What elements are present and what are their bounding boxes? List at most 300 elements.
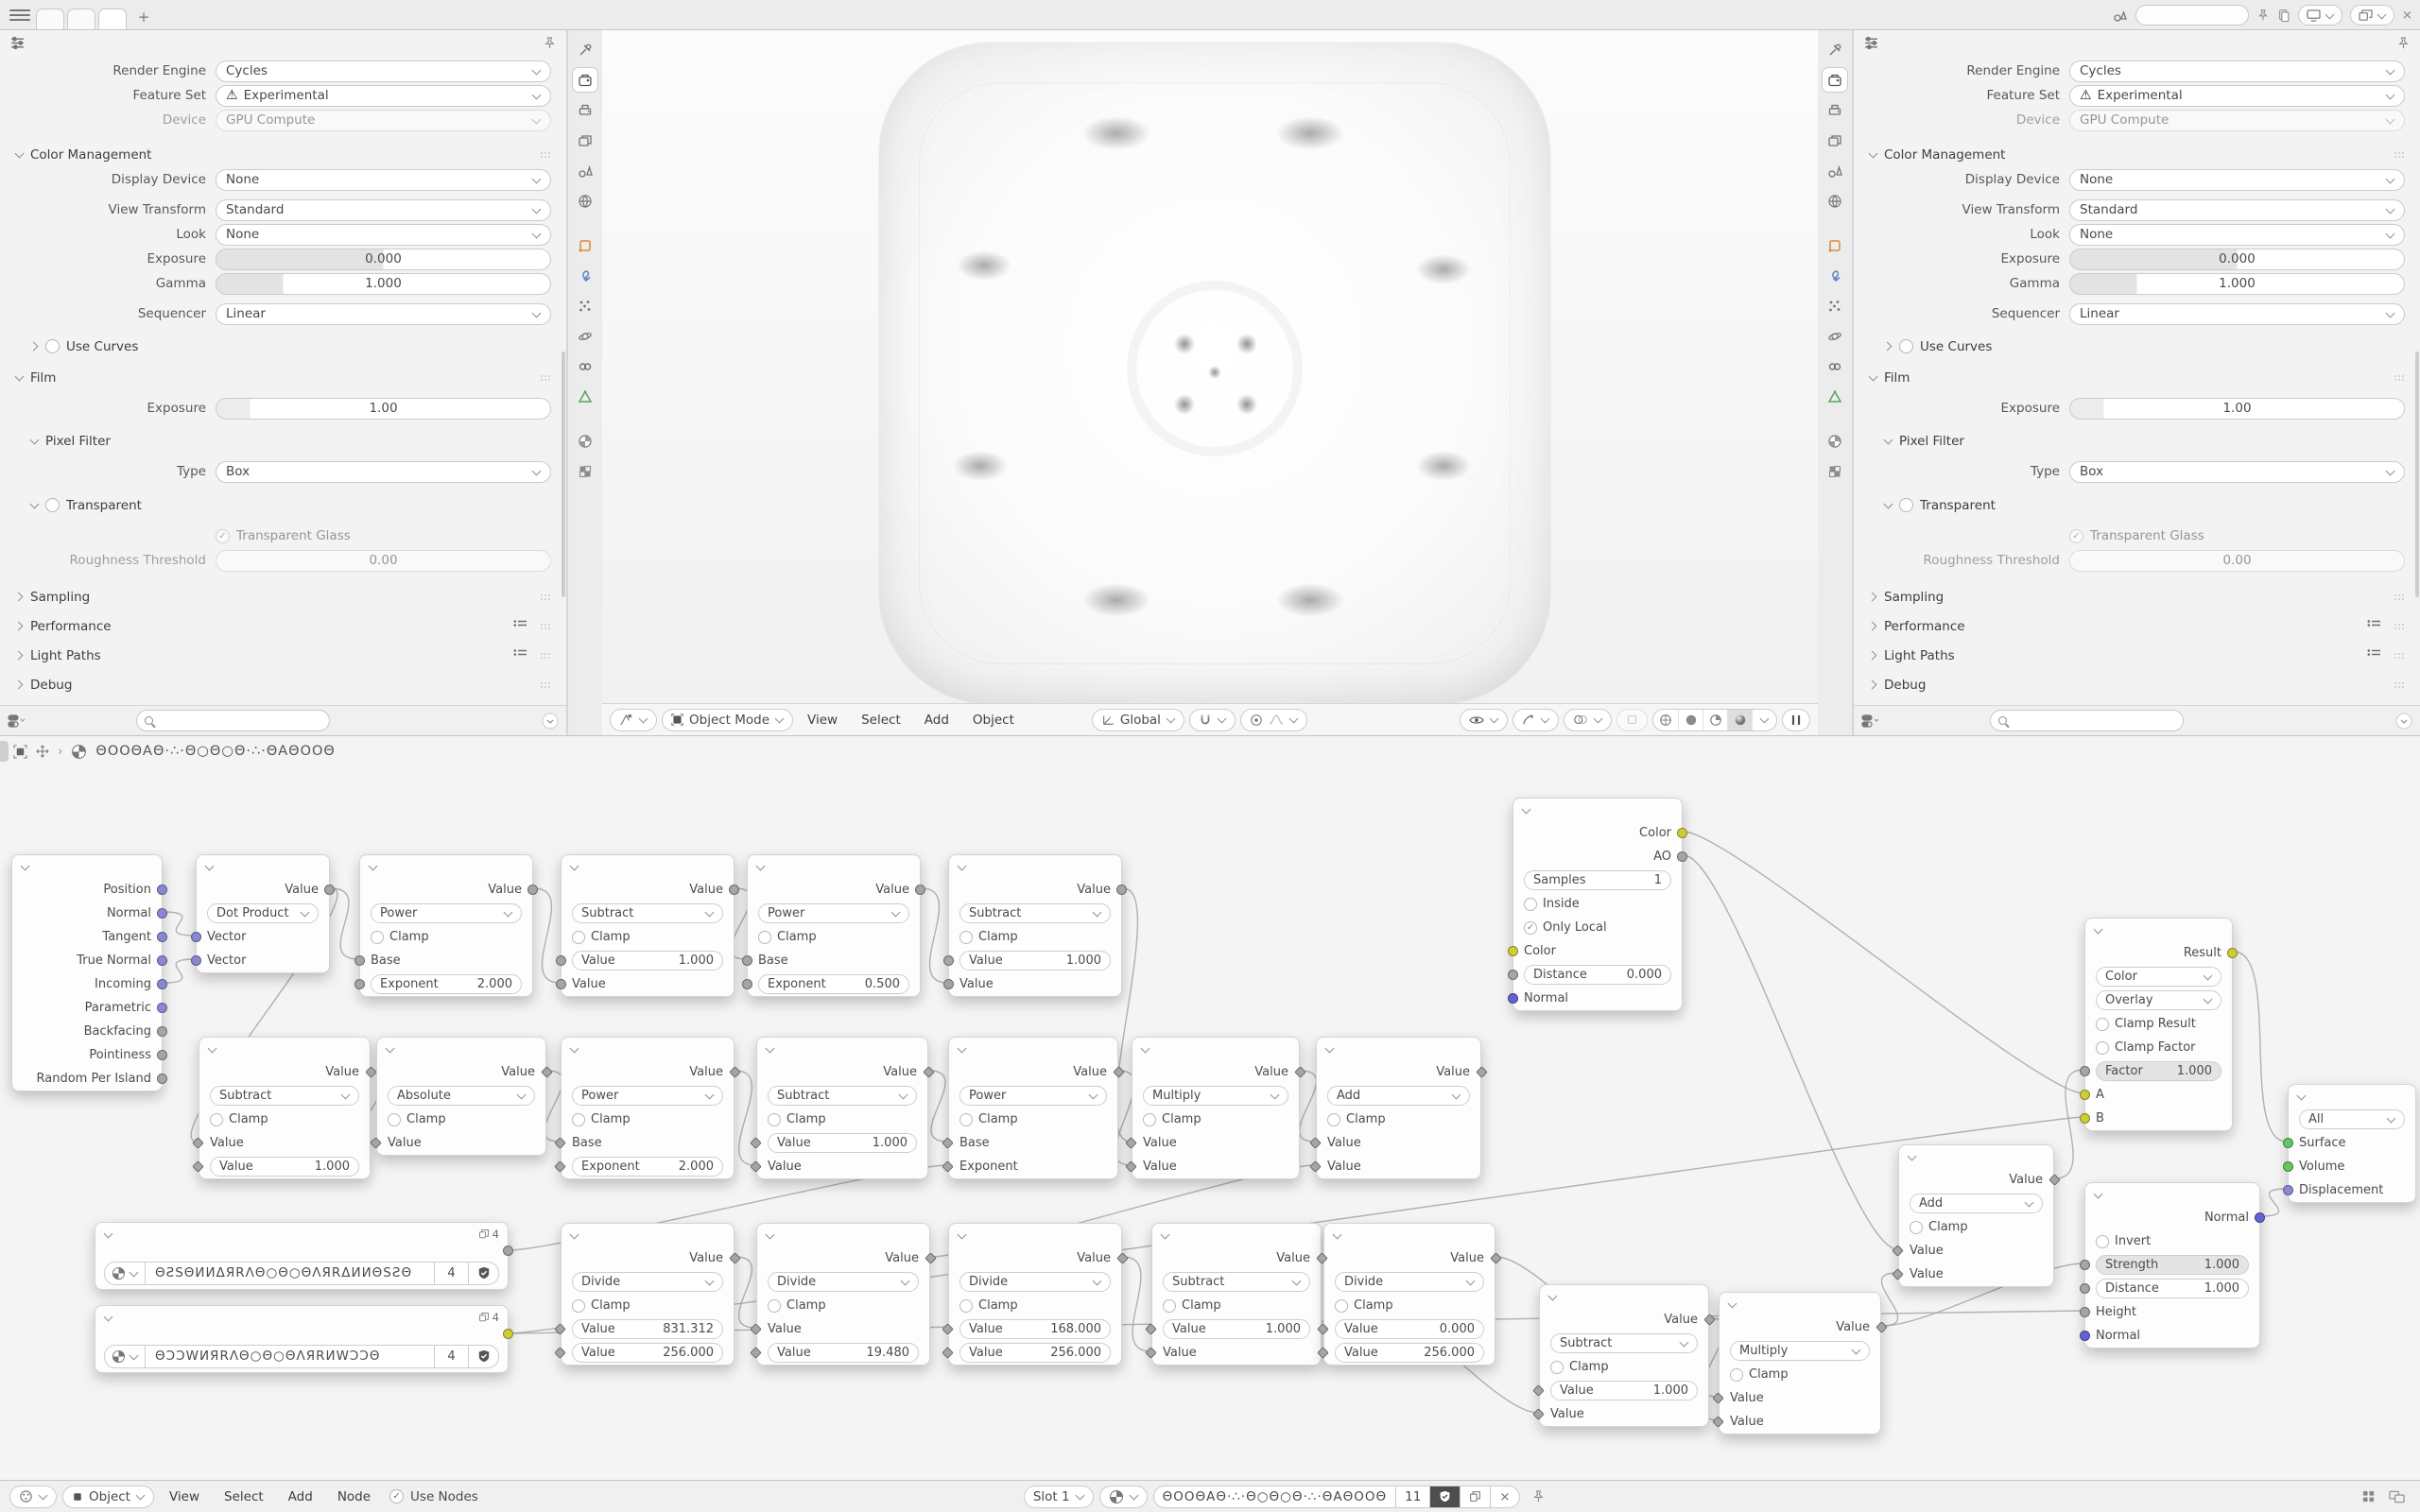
tab-scene[interactable] [1823, 159, 1847, 182]
node-header[interactable] [95, 1306, 508, 1329]
color-management-section[interactable] [1854, 142, 2420, 167]
node-checkbox[interactable] [1143, 1113, 1156, 1126]
output-socket[interactable] [2048, 1174, 2061, 1186]
feature-set-select[interactable]: ⚠ Experimental [216, 85, 551, 107]
node-enum-select[interactable] [1335, 1272, 1484, 1292]
node-header[interactable] [757, 1038, 927, 1060]
unlink-material-button[interactable]: × [1491, 1486, 1519, 1508]
status-grid-icon[interactable] [2361, 1489, 2376, 1503]
node-value-field[interactable] [758, 974, 909, 994]
node-pow4[interactable] [948, 1037, 1118, 1179]
input-socket[interactable] [942, 1160, 954, 1173]
tab-scene[interactable] [573, 159, 597, 182]
output-socket[interactable] [157, 885, 167, 895]
input-socket[interactable] [554, 1347, 566, 1359]
topbar-search-field[interactable] [2135, 5, 2249, 26]
node-div1[interactable] [561, 1223, 735, 1366]
options-chevron-icon[interactable] [542, 713, 559, 730]
shading-rendered-button[interactable] [1727, 710, 1752, 730]
pin-icon[interactable] [2256, 9, 2270, 22]
input-socket[interactable] [354, 955, 365, 966]
node-value-field[interactable] [1163, 1319, 1310, 1339]
node-value-field[interactable] [1524, 965, 1671, 985]
tab-texture[interactable] [573, 459, 597, 483]
input-socket[interactable] [2080, 1307, 2090, 1317]
film-section[interactable] [1854, 365, 2420, 390]
node-checkbox[interactable] [388, 1113, 401, 1126]
menu-select[interactable]: Select [224, 1488, 264, 1504]
workspace-tab-3[interactable] [98, 9, 127, 29]
node-enum-select[interactable] [959, 903, 1111, 923]
input-socket[interactable] [1125, 1137, 1137, 1149]
node-header[interactable] [562, 855, 734, 878]
node-header[interactable] [1152, 1224, 1321, 1246]
editor-corner-widget[interactable] [0, 741, 9, 762]
input-socket[interactable] [191, 955, 201, 966]
node-value-field[interactable] [1524, 870, 1671, 890]
node-checkbox[interactable] [1524, 898, 1537, 911]
output-socket[interactable] [729, 885, 739, 895]
input-socket[interactable] [2283, 1185, 2293, 1195]
node-enum-select[interactable] [768, 1272, 919, 1292]
node-header[interactable] [197, 855, 329, 878]
tab-world[interactable] [573, 189, 597, 213]
node-value-field[interactable] [371, 974, 522, 994]
node-checkbox[interactable] [1335, 1299, 1348, 1313]
input-socket[interactable] [1712, 1392, 1724, 1404]
node-checkbox[interactable] [1730, 1368, 1743, 1382]
node-img2[interactable] [95, 1305, 509, 1373]
node-enum-select[interactable] [1550, 1333, 1698, 1353]
shader-type-selector[interactable] [62, 1486, 154, 1508]
node-enum-select[interactable] [207, 903, 319, 923]
pixel-filter-section[interactable] [1854, 428, 2420, 454]
transparent-section[interactable] [1854, 492, 2420, 518]
menu-add[interactable]: Add [287, 1488, 313, 1504]
output-socket[interactable] [157, 1003, 167, 1013]
input-socket[interactable] [354, 979, 365, 989]
node-checkbox[interactable] [1163, 1299, 1176, 1313]
output-socket[interactable] [157, 979, 167, 989]
node-sub5[interactable] [1151, 1223, 1322, 1366]
input-socket[interactable] [943, 979, 954, 989]
input-socket[interactable] [1125, 1160, 1137, 1173]
transparent-glass-checkbox[interactable]: ✓ [216, 529, 230, 543]
output-socket[interactable] [1116, 885, 1127, 895]
node-value-field[interactable] [768, 1343, 919, 1363]
input-socket[interactable] [750, 1137, 762, 1149]
node-value-field[interactable] [572, 1157, 723, 1177]
tab-render[interactable] [573, 68, 597, 92]
node-value-field[interactable] [1335, 1343, 1484, 1363]
shading-wireframe-button[interactable] [1653, 710, 1678, 730]
close-icon[interactable]: × [2401, 8, 2412, 23]
output-socket[interactable] [1476, 1066, 1488, 1078]
output-socket[interactable] [157, 932, 167, 942]
node-enum-select[interactable] [2299, 1109, 2405, 1129]
node-checkbox[interactable] [768, 1299, 781, 1313]
node-checkbox[interactable] [1550, 1361, 1564, 1374]
output-socket[interactable] [527, 885, 538, 895]
input-socket[interactable] [742, 979, 752, 989]
use-nodes-checkbox[interactable]: ✓ [389, 1489, 404, 1503]
editor-type-icon[interactable] [8, 713, 26, 729]
editor-type-icon[interactable] [1861, 713, 1880, 729]
shading-options-chevron[interactable] [1752, 710, 1776, 730]
node-header[interactable] [95, 1223, 508, 1246]
node-div2[interactable] [756, 1223, 930, 1366]
overlays-dropdown[interactable] [1564, 709, 1612, 731]
output-socket[interactable] [923, 1066, 935, 1078]
node-value-field[interactable] [572, 1343, 723, 1363]
tab-constraints[interactable] [573, 354, 597, 378]
node-add1[interactable] [1316, 1037, 1481, 1179]
node-checkbox[interactable] [210, 1113, 223, 1126]
pin-icon[interactable] [1531, 1489, 1546, 1503]
input-socket[interactable] [2080, 1331, 2090, 1341]
material-browse-button[interactable] [1099, 1486, 1148, 1508]
node-checkbox[interactable] [1327, 1113, 1340, 1126]
input-socket[interactable] [1532, 1384, 1545, 1397]
node-enum-select[interactable] [768, 1086, 917, 1106]
node-pow2[interactable] [747, 854, 921, 997]
image-name-field[interactable]: ΘƆƆWИЯRΛΘ○Θ○ΘΛЯRИWƆƆΘ [146, 1345, 435, 1368]
output-socket[interactable] [1876, 1321, 1888, 1333]
node-enum-select[interactable] [1327, 1086, 1470, 1106]
tab-output[interactable] [573, 98, 597, 122]
node-bump[interactable] [2084, 1182, 2260, 1349]
tab-view-layer[interactable] [1823, 129, 1847, 152]
search-input[interactable] [1990, 710, 2184, 731]
node-sub3[interactable] [199, 1037, 371, 1179]
render-engine-select[interactable]: Cycles [2069, 60, 2405, 82]
tab-modifiers[interactable] [1823, 264, 1847, 287]
node-checkbox[interactable]: ✓ [1524, 921, 1537, 935]
preset-list-icon[interactable] [2367, 619, 2381, 634]
workspace-tab-2[interactable] [67, 9, 95, 29]
output-socket[interactable] [1294, 1066, 1306, 1078]
film-section[interactable] [0, 365, 566, 390]
node-editor-canvas[interactable] [0, 763, 2420, 1481]
device-select[interactable]: GPU Compute [216, 110, 551, 131]
node-header[interactable] [748, 855, 920, 878]
transparent-checkbox[interactable] [1899, 498, 1913, 512]
node-checkbox[interactable] [959, 931, 973, 944]
node-enum-select[interactable] [388, 1086, 535, 1106]
device-select[interactable]: GPU Compute [2069, 110, 2405, 131]
tab-physics[interactable] [1823, 324, 1847, 348]
pause-render-button[interactable] [1782, 709, 1810, 731]
slot-selector[interactable] [1024, 1486, 1094, 1508]
node-header[interactable] [12, 855, 162, 878]
input-socket[interactable] [554, 1323, 566, 1335]
shader-editor-type-button[interactable] [9, 1486, 57, 1508]
mode-selector[interactable] [662, 709, 793, 731]
fake-user-shield-button[interactable] [469, 1262, 499, 1285]
output-socket[interactable] [157, 1074, 167, 1084]
node-value-field[interactable] [768, 1133, 917, 1153]
use-nodes-toggle[interactable] [389, 1489, 478, 1504]
node-mul1[interactable] [1132, 1037, 1300, 1179]
tab-view-layer[interactable] [573, 129, 597, 152]
input-socket[interactable] [2080, 1066, 2090, 1076]
node-header[interactable] [1899, 1145, 2053, 1168]
node-enum-select[interactable] [1730, 1341, 1870, 1361]
add-workspace-button[interactable]: + [137, 9, 150, 26]
input-socket[interactable] [750, 1323, 762, 1335]
node-value-field[interactable] [2096, 1255, 2249, 1275]
output-socket[interactable] [1113, 1066, 1125, 1078]
node-sub4[interactable] [756, 1037, 928, 1179]
output-socket[interactable] [1677, 851, 1687, 862]
preset-list-icon[interactable] [513, 619, 527, 634]
node-enum-select[interactable] [959, 1272, 1111, 1292]
input-socket[interactable] [942, 1347, 954, 1359]
look-select[interactable]: None [216, 224, 551, 246]
use-curves-checkbox[interactable] [45, 339, 60, 353]
material-user-count[interactable]: 11 [1396, 1486, 1430, 1508]
output-socket[interactable] [324, 885, 335, 895]
use-curves-section[interactable] [0, 334, 566, 359]
feature-set-select[interactable]: ⚠ Experimental [2069, 85, 2405, 107]
viewport-3d[interactable] [602, 30, 1818, 703]
status-screens-icon[interactable] [2389, 1490, 2405, 1503]
node-enum-select[interactable] [2096, 990, 2221, 1010]
output-socket[interactable] [729, 1066, 741, 1078]
node-checkbox[interactable] [758, 931, 771, 944]
node-value-field[interactable] [2096, 1061, 2221, 1081]
tab-particles[interactable] [573, 294, 597, 318]
scrollbar[interactable] [2415, 352, 2419, 597]
output-socket[interactable] [915, 885, 925, 895]
menu-view[interactable]: View [807, 712, 838, 728]
node-header[interactable] [1324, 1224, 1495, 1246]
node-header[interactable] [949, 855, 1121, 878]
input-socket[interactable] [2080, 1113, 2090, 1124]
node-value-field[interactable] [572, 1319, 723, 1339]
tab-object-data[interactable] [1823, 385, 1847, 408]
search-input[interactable] [136, 710, 330, 731]
node-header[interactable] [2289, 1085, 2415, 1108]
output-socket[interactable] [157, 1050, 167, 1060]
node-value-field[interactable] [572, 951, 723, 971]
material-name-field[interactable]: ΘΟΟΘΑΘ·∴·Θ○Θ○Θ·∴·ΘΑΘΟΟΘ [1153, 1486, 1397, 1508]
gizmos-dropdown[interactable] [1512, 709, 1559, 731]
node-header[interactable] [1513, 799, 1682, 821]
input-socket[interactable] [192, 1137, 204, 1149]
tab-texture[interactable] [1823, 459, 1847, 483]
light-paths-section[interactable] [1854, 643, 2420, 668]
node-header[interactable] [949, 1224, 1121, 1246]
shading-material-button[interactable] [1703, 710, 1727, 730]
input-socket[interactable] [742, 955, 752, 966]
image-browse-button[interactable] [104, 1345, 146, 1368]
output-socket[interactable] [541, 1066, 553, 1078]
node-value-field[interactable] [959, 1343, 1111, 1363]
transparent-glass-checkbox[interactable]: ✓ [2069, 529, 2083, 543]
scrollbar[interactable] [562, 352, 565, 597]
node-div4[interactable] [1323, 1223, 1495, 1366]
node-ao[interactable] [1512, 798, 1683, 1011]
fake-user-shield-button[interactable] [469, 1345, 499, 1368]
node-header[interactable] [1132, 1038, 1299, 1060]
image-user-count[interactable]: 4 [435, 1262, 469, 1285]
input-socket[interactable] [750, 1160, 762, 1173]
app-menu-icon[interactable] [9, 5, 30, 26]
use-curves-section[interactable] [1854, 334, 2420, 359]
look-select[interactable]: None [2069, 224, 2405, 246]
pixel-filter-type-select[interactable]: Box [2069, 461, 2405, 483]
image-browse-button[interactable] [104, 1262, 146, 1285]
node-header[interactable] [1317, 1038, 1480, 1060]
copy-material-button[interactable] [1461, 1486, 1491, 1508]
tab-object[interactable] [1823, 233, 1847, 257]
input-socket[interactable] [1892, 1245, 1904, 1257]
light-paths-section[interactable] [0, 643, 566, 668]
input-socket[interactable] [2080, 1260, 2090, 1270]
snapping-toggle[interactable] [1189, 709, 1236, 731]
preset-list-icon[interactable] [513, 648, 527, 663]
output-socket[interactable] [503, 1246, 513, 1256]
output-socket[interactable] [157, 955, 167, 966]
node-header[interactable] [562, 1038, 734, 1060]
input-socket[interactable] [750, 1347, 762, 1359]
node-header[interactable] [757, 1224, 929, 1246]
node-add2[interactable] [1898, 1144, 2054, 1287]
sequencer-select[interactable]: Linear [2069, 303, 2405, 325]
node-enum-select[interactable] [572, 1272, 723, 1292]
node-header[interactable] [199, 1038, 370, 1060]
view-transform-select[interactable]: Standard [2069, 199, 2405, 221]
node-enum-select[interactable] [758, 903, 909, 923]
node-enum-select[interactable] [572, 903, 723, 923]
input-socket[interactable] [1145, 1347, 1157, 1359]
shader-node-editor[interactable] [0, 735, 2420, 1480]
exposure-slider[interactable]: 0.000 [2069, 249, 2405, 270]
node-sub1[interactable] [561, 854, 735, 997]
input-socket[interactable] [1508, 993, 1518, 1004]
input-socket[interactable] [1712, 1416, 1724, 1428]
input-socket[interactable] [1309, 1160, 1322, 1173]
node-checkbox[interactable] [572, 1113, 585, 1126]
menu-add[interactable]: Add [924, 712, 949, 728]
tab-material[interactable] [573, 429, 597, 453]
node-pow1[interactable] [359, 854, 533, 997]
menu-select[interactable]: Select [861, 712, 901, 728]
node-header[interactable] [562, 1224, 734, 1246]
output-socket[interactable] [2255, 1212, 2265, 1223]
render-engine-select[interactable]: Cycles [216, 60, 551, 82]
node-value-field[interactable] [959, 951, 1111, 971]
output-socket[interactable] [925, 1252, 937, 1264]
roughness-threshold-slider[interactable]: 0.00 [216, 550, 551, 572]
sampling-section[interactable] [0, 584, 566, 610]
input-socket[interactable] [2283, 1138, 2293, 1148]
node-checkbox[interactable] [2096, 1235, 2109, 1248]
pin-icon[interactable] [2396, 36, 2411, 50]
node-geometry[interactable] [11, 854, 163, 1091]
properties-filter-icon[interactable] [1863, 35, 1879, 51]
node-sub2[interactable] [948, 854, 1122, 997]
node-checkbox[interactable] [2096, 1041, 2109, 1055]
menu-view[interactable]: View [168, 1488, 200, 1504]
pixel-filter-type-select[interactable]: Box [216, 461, 551, 483]
tab-object-data[interactable] [573, 385, 597, 408]
node-value-field[interactable] [959, 1319, 1111, 1339]
viewport-editor-type-button[interactable] [610, 709, 657, 731]
node-checkbox[interactable] [572, 931, 585, 944]
output-socket[interactable] [1116, 1252, 1129, 1264]
input-socket[interactable] [2283, 1161, 2293, 1172]
options-chevron-icon[interactable] [2395, 713, 2412, 730]
node-dot[interactable] [196, 854, 330, 973]
properties-filter-icon[interactable] [9, 35, 26, 51]
node-enum-select[interactable] [1143, 1086, 1288, 1106]
node-checkbox[interactable] [1910, 1221, 1923, 1234]
input-socket[interactable] [1508, 946, 1518, 956]
view-transform-select[interactable]: Standard [216, 199, 551, 221]
node-header[interactable] [2085, 919, 2232, 941]
input-socket[interactable] [1309, 1137, 1322, 1149]
proportional-editing-toggle[interactable] [1240, 709, 1307, 731]
menu-object[interactable]: Object [972, 712, 1014, 728]
tab-constraints[interactable] [1823, 354, 1847, 378]
tab-particles[interactable] [1823, 294, 1847, 318]
node-sub6[interactable] [1539, 1284, 1709, 1427]
node-enum-select[interactable] [1910, 1194, 2043, 1213]
performance-section[interactable] [1854, 613, 2420, 639]
node-checkbox[interactable] [959, 1113, 973, 1126]
input-socket[interactable] [2080, 1090, 2090, 1100]
node-header[interactable] [360, 855, 532, 878]
performance-section[interactable] [0, 613, 566, 639]
menu-node[interactable]: Node [337, 1488, 372, 1504]
output-socket[interactable] [503, 1329, 513, 1339]
sequencer-select[interactable]: Linear [216, 303, 551, 325]
node-value-field[interactable] [210, 1157, 359, 1177]
tab-material[interactable] [1823, 429, 1847, 453]
node-enum-select[interactable] [959, 1086, 1107, 1106]
node-abs1[interactable] [376, 1037, 546, 1156]
gamma-slider[interactable]: 1.000 [216, 273, 551, 295]
tab-world[interactable] [1823, 189, 1847, 213]
view-layer-selector[interactable] [2350, 5, 2394, 26]
tab-tool[interactable] [573, 38, 597, 61]
display-device-select[interactable]: None [2069, 169, 2405, 191]
node-enum-select[interactable] [2096, 967, 2221, 987]
display-device-select[interactable]: None [216, 169, 551, 191]
fake-user-shield-button[interactable] [1430, 1486, 1461, 1508]
input-socket[interactable] [192, 1160, 204, 1173]
pixel-filter-section[interactable] [0, 428, 566, 454]
input-socket[interactable] [1892, 1268, 1904, 1280]
pin-icon[interactable] [543, 36, 557, 50]
node-img1[interactable] [95, 1222, 509, 1290]
gamma-slider[interactable]: 1.000 [2069, 273, 2405, 295]
workspace-tab-1[interactable] [36, 9, 64, 29]
preset-list-icon[interactable] [2367, 648, 2381, 663]
node-enum-select[interactable] [371, 903, 522, 923]
node-div3[interactable] [948, 1223, 1122, 1366]
node-checkbox[interactable] [959, 1299, 973, 1313]
node-mul2[interactable] [1719, 1292, 1881, 1435]
tab-tool[interactable] [1823, 38, 1847, 61]
scene-selector[interactable] [2298, 5, 2342, 26]
node-value-field[interactable] [2096, 1279, 2249, 1298]
input-socket[interactable] [370, 1137, 382, 1149]
roughness-threshold-slider[interactable]: 0.00 [2069, 550, 2405, 572]
input-socket[interactable] [1145, 1323, 1157, 1335]
